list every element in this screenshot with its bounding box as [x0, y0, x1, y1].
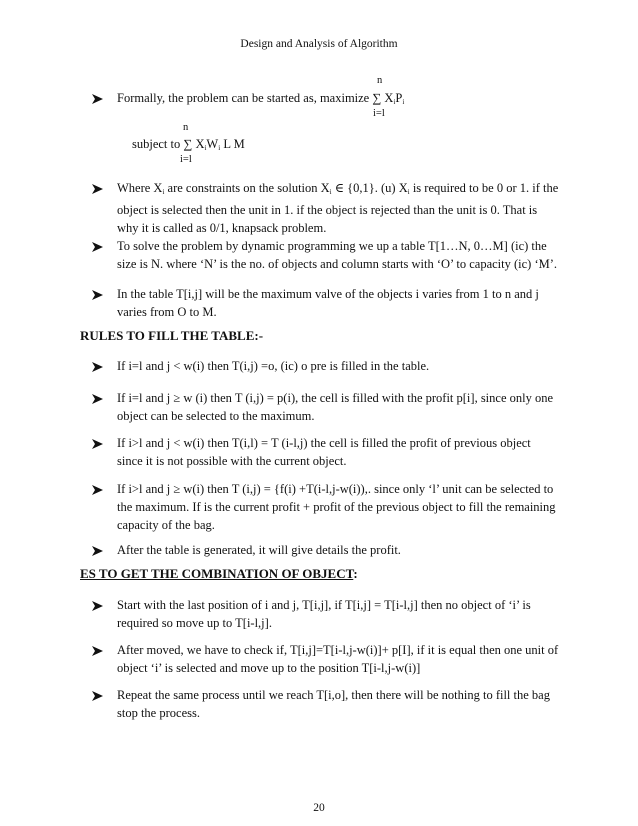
- combination-step: [117, 596, 565, 632]
- paragraph-line: After the table is generated, it will give details the profit.: [117, 543, 401, 557]
- arrow-bullet-icon: [91, 93, 105, 105]
- arrow-bullet-icon: [91, 438, 105, 450]
- arrow-bullet-icon: [91, 690, 105, 702]
- paragraph-line: If i=l and j ≥ w (i) then T (i,j) = p(i), the cell is filled with the profit p[i], since only one: [117, 391, 554, 405]
- formula1-text: Formally, the problem can be started as, maximize: [117, 91, 373, 105]
- rule-item: [117, 357, 565, 375]
- formula1-x: X: [384, 91, 394, 105]
- formula1-p: P: [395, 91, 403, 105]
- arrow-bullet-icon: [91, 645, 105, 657]
- formula2-tail: L M: [220, 137, 245, 151]
- formula2-upper-limit: n: [183, 122, 189, 133]
- paragraph-line: If i>l and j ≥ w(i) then T (i,j) = {f(i) +T(i-l,j-w(i)),. since only ‘l’ unit can be selected to: [117, 482, 554, 496]
- arrow-bullet-icon: [91, 289, 105, 301]
- section-heading-combination: ES TO GET THE COMBINATION OF OBJECT:: [80, 566, 358, 581]
- rule-item: [117, 541, 565, 559]
- sigma-symbol: ∑: [372, 91, 382, 105]
- paragraph-line: In the table T[i,j] will be the maximum valve of the objects i varies from 1 to n and j: [117, 287, 539, 301]
- formula1-upper-limit: n: [377, 75, 383, 86]
- sigma-symbol: ∑: [183, 137, 193, 151]
- paragraph-line: If i>l and j < w(i) then T(i,l) = T (i-l,j) the cell is filled the profit of previous object: [117, 436, 531, 450]
- paragraph-line: capacity of the bag.: [117, 518, 215, 532]
- paragraph-line: After moved, we have to check if, T[i,j]=T[i-l,j-w(i)]+ p[I], if it is equal then one unit of: [117, 643, 559, 657]
- formula2-text: subject to: [132, 137, 184, 151]
- rule-item: [117, 480, 565, 534]
- bullet-table-definition: [117, 285, 565, 321]
- paragraph-line: the maximum. If is the current profit + profit of the previous object to fill the remaining: [117, 500, 556, 514]
- formula2-x: X: [195, 137, 205, 151]
- formula2-lower-limit: i=l: [180, 154, 192, 165]
- paragraph-line: Repeat the same process until we reach T[i,o], then there will be nothing to fill the bag: [117, 688, 550, 702]
- arrow-bullet-icon: [91, 484, 105, 496]
- paragraph-line: varies from O to M.: [117, 305, 217, 319]
- combination-step: [117, 686, 565, 722]
- bullet-constraints: [117, 179, 565, 237]
- paragraph-line: object is selected then the unit in 1. if the object is rejected than the unit is 0. That is: [117, 203, 538, 217]
- page-number: 20: [313, 802, 325, 814]
- arrow-bullet-icon: [91, 183, 105, 195]
- paragraph-line: Where $X_i$ are constraints on the solution $X_i$ ∈ {0,1}. (u) $X_i$ is required to be 0 or 1. if the: [117, 181, 559, 196]
- subscript: i: [402, 98, 405, 106]
- arrow-bullet-icon: [91, 545, 105, 557]
- subscript: i: [204, 144, 207, 152]
- subscript: i: [218, 144, 221, 152]
- bullet-dynamic-programming: [117, 237, 565, 273]
- paragraph-line: If i=l and j < w(i) then T(i,j) =o, (ic) o pre is filled in the table.: [117, 359, 430, 373]
- paragraph-line: stop the process.: [117, 706, 200, 720]
- page-header-title: Design and Analysis of Algorithm: [240, 38, 398, 50]
- formula2-w: W: [206, 137, 219, 151]
- rule-item: [117, 389, 565, 425]
- rule-item: [117, 434, 565, 470]
- formula1-line: [117, 91, 404, 106]
- paragraph-line: since it is not possible with the current object.: [117, 454, 347, 468]
- paragraph-line: object can be selected to the maximum.: [117, 409, 315, 423]
- paragraph-line: size is N. where ‘N’ is the no. of objects and column starts with ‘O’ to capacity (ic) ‘M’.: [117, 257, 558, 271]
- arrow-bullet-icon: [91, 393, 105, 405]
- arrow-bullet-icon: [91, 600, 105, 612]
- paragraph-line: To solve the problem by dynamic programming we up a table T[1…N, 0…M] (ic) the: [117, 239, 547, 253]
- subscript: i: [393, 98, 396, 106]
- arrow-bullet-icon: [91, 361, 105, 373]
- formula2-line: [132, 137, 245, 152]
- combination-step: [117, 641, 565, 677]
- paragraph-line: object ‘i’ is selected and move up to the position T[i-l,j-w(i)]: [117, 661, 421, 675]
- paragraph-line: why it is called as 0/1, knapsack problem.: [117, 221, 327, 235]
- paragraph-line: Start with the last position of i and j, T[i,j], if T[i,j] = T[i-l,j] then no object of ‘i’ is: [117, 598, 531, 612]
- arrow-bullet-icon: [91, 241, 105, 253]
- formula1-lower-limit: i=l: [373, 108, 385, 119]
- section-heading-rules: RULES TO FILL THE TABLE:-: [80, 328, 264, 343]
- paragraph-line: required so move up to T[i-l,j].: [117, 616, 272, 630]
